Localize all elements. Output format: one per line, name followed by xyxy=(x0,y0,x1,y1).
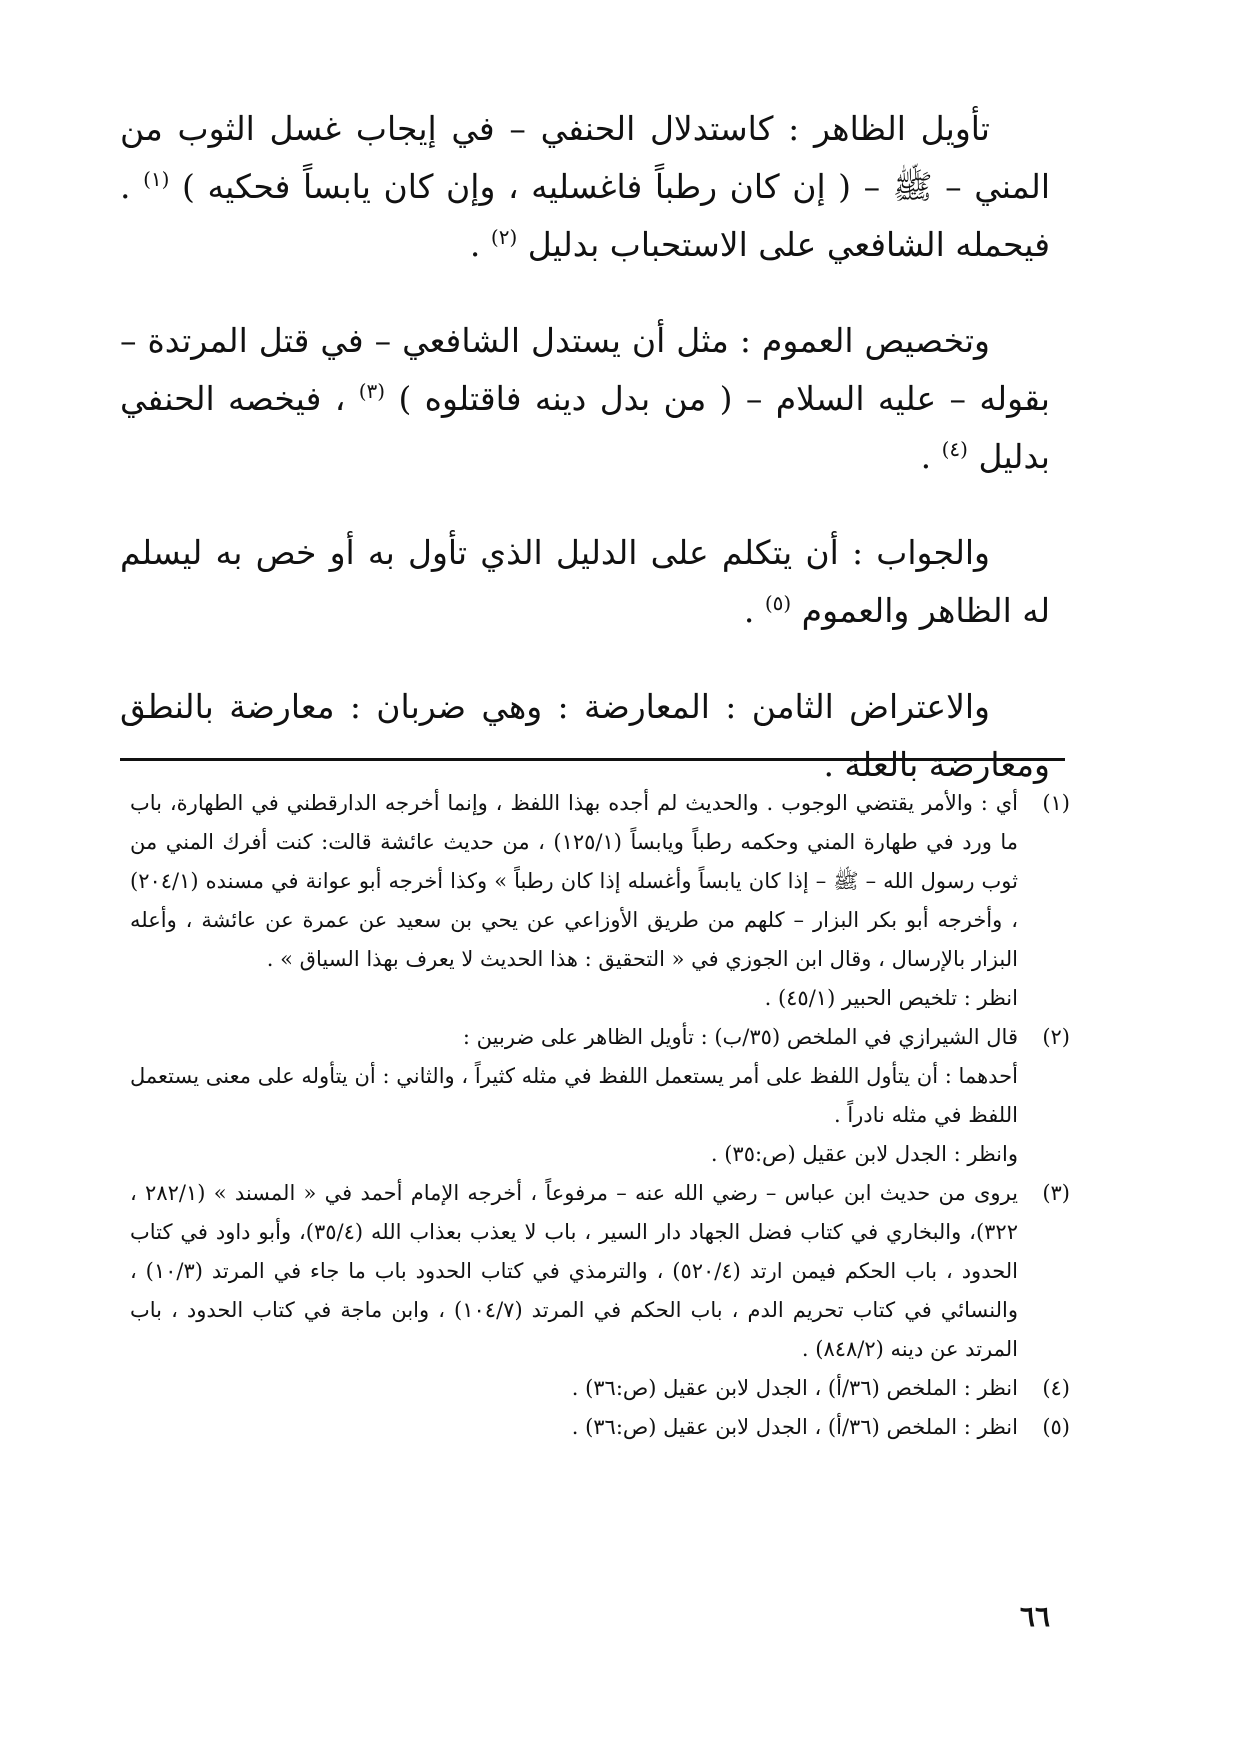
main-text xyxy=(120,100,1050,832)
paragraph-text: وتخصيص العموم : مثل أن يستدل الشافعي – في قتل المرتدة – بقوله – عليه السلام – ( من بدل دينه فاقتلوه ) xyxy=(120,321,1050,418)
footnote-ref: (٢) xyxy=(490,225,518,249)
footnote-body xyxy=(130,1408,1018,1447)
footnote-text: وانظر : الجدل لابن عقيل (ص:٣٥) . xyxy=(710,1142,1018,1166)
paragraph-text: والجواب : أن يتكلم على الدليل الذي تأول به أو خص به ليسلم له الظاهر والعموم xyxy=(120,533,1050,630)
footnote-number: (٣) xyxy=(1042,1181,1070,1205)
footnote-body xyxy=(130,1174,1018,1369)
footnotes xyxy=(130,784,1070,1447)
paragraph-text: . xyxy=(743,591,765,630)
page-number: ٦٦ xyxy=(1019,1600,1050,1633)
footnote-separator xyxy=(120,758,1065,761)
footnote-number: (١) xyxy=(1042,791,1070,815)
footnote-text: انظر : الملخص (٣٦/أ) ، الجدل لابن عقيل (ص:٣٦) . xyxy=(571,1415,1018,1439)
footnote-text: قال الشيرازي في الملخص (٣٥/ب) : تأويل الظاهر على ضربين : xyxy=(462,1025,1018,1049)
footnote-item xyxy=(130,1174,1070,1369)
footnote-body xyxy=(130,1018,1018,1174)
paragraph-p3 xyxy=(120,524,1050,640)
footnote-ref: (١) xyxy=(143,167,170,191)
footnote-body xyxy=(130,1369,1018,1408)
footnote-text: يروى من حديث ابن عباس – رضي الله عنه – مرفوعاً ، أخرجه الإمام أحمد في « المسند » (٢٨٢/١ ، ٣٢٢)، والبخاري في كتاب فضل الجهاد دار السير ، باب لا يعذب بعذاب الله (٣٥/٤)، وأبو داود في كتاب الحدود ، باب الحكم فيمن ارتد (٥٢٠/٤) ، والترمذي في كتاب الحدود باب ما جاء في المرتد (١٠/٣) ، والنسائي في كتاب تحريم الدم ، باب الحكم في المرتد (١٠٤/٧) ، وابن ماجة في كتاب الحدود ، باب المرتد عن دينه (٨٤٨/٢) . xyxy=(130,1181,1018,1361)
footnote-body xyxy=(130,784,1018,1018)
paragraph-text: والاعتراض الثامن : المعارضة : وهي ضربان : معارضة بالنطق ومعارضة بالعلة . xyxy=(120,687,1050,784)
footnote-item xyxy=(130,784,1070,1018)
footnote-ref: (٥) xyxy=(764,591,792,615)
paragraph-p1 xyxy=(120,100,1050,274)
footnote-text: انظر : الملخص (٣٦/أ) ، الجدل لابن عقيل (ص:٣٦) . xyxy=(571,1376,1018,1400)
paragraph-p2 xyxy=(120,312,1050,486)
footnote-item xyxy=(130,1369,1070,1408)
paragraph-text: ، فيخصه الحنفي بدليل xyxy=(120,379,1050,476)
footnote-ref: (٣) xyxy=(358,379,386,403)
footnote-ref: (٤) xyxy=(941,437,968,461)
footnote-item xyxy=(130,1018,1070,1174)
paragraph-p4 xyxy=(120,678,1050,794)
footnote-number: (٢) xyxy=(1042,1025,1070,1049)
footnote-text: أحدهما : أن يتأول اللفظ على أمر يستعمل اللفظ في مثله كثيراً ، والثاني : أن يتأوله على معنى يستعمل اللفظ في مثله نادراً . xyxy=(130,1064,1018,1127)
paragraph-text: . xyxy=(920,437,942,476)
paragraph-text: . فيحمله الشافعي على الاستحباب بدليل xyxy=(120,167,1050,264)
footnote-text: انظر : تلخيص الحبير (٤٥/١) . xyxy=(764,986,1018,1010)
paragraph-text: . xyxy=(469,225,491,264)
footnote-number: (٥) xyxy=(1042,1415,1070,1439)
footnote-item xyxy=(130,1408,1070,1447)
paragraph-text: تأويل الظاهر : كاستدلال الحنفي – في إيجاب غسل الثوب من المني – ﷺ – ( إن كان رطباً فاغسليه ، وإن كان يابساً فحكيه ) xyxy=(120,109,1050,206)
footnote-number: (٤) xyxy=(1042,1376,1070,1400)
footnote-text: أي : والأمر يقتضي الوجوب . والحديث لم أجده بهذا اللفظ ، وإنما أخرجه الدارقطني في الطهارة، باب ما ورد في طهارة المني وحكمه رطباً ويابساً (١٢٥/١) ، من حديث عائشة قالت: كنت أفرك المني من ثوب رسول الله – ﷺ – إذا كان يابساً وأغسله إذا كان رطباً » وكذا أخرجه أبو عوانة في مسنده (٢٠٤/١) ، وأخرجه أبو بكر البزار – كلهم من طريق الأوزاعي عن يحي بن سعيد عن عمرة عن عائشة ، وأعله البزار بالإرسال ، وقال ابن الجوزي في « التحقيق : هذا الحديث لا يعرف بهذا السياق » . xyxy=(130,791,1018,971)
